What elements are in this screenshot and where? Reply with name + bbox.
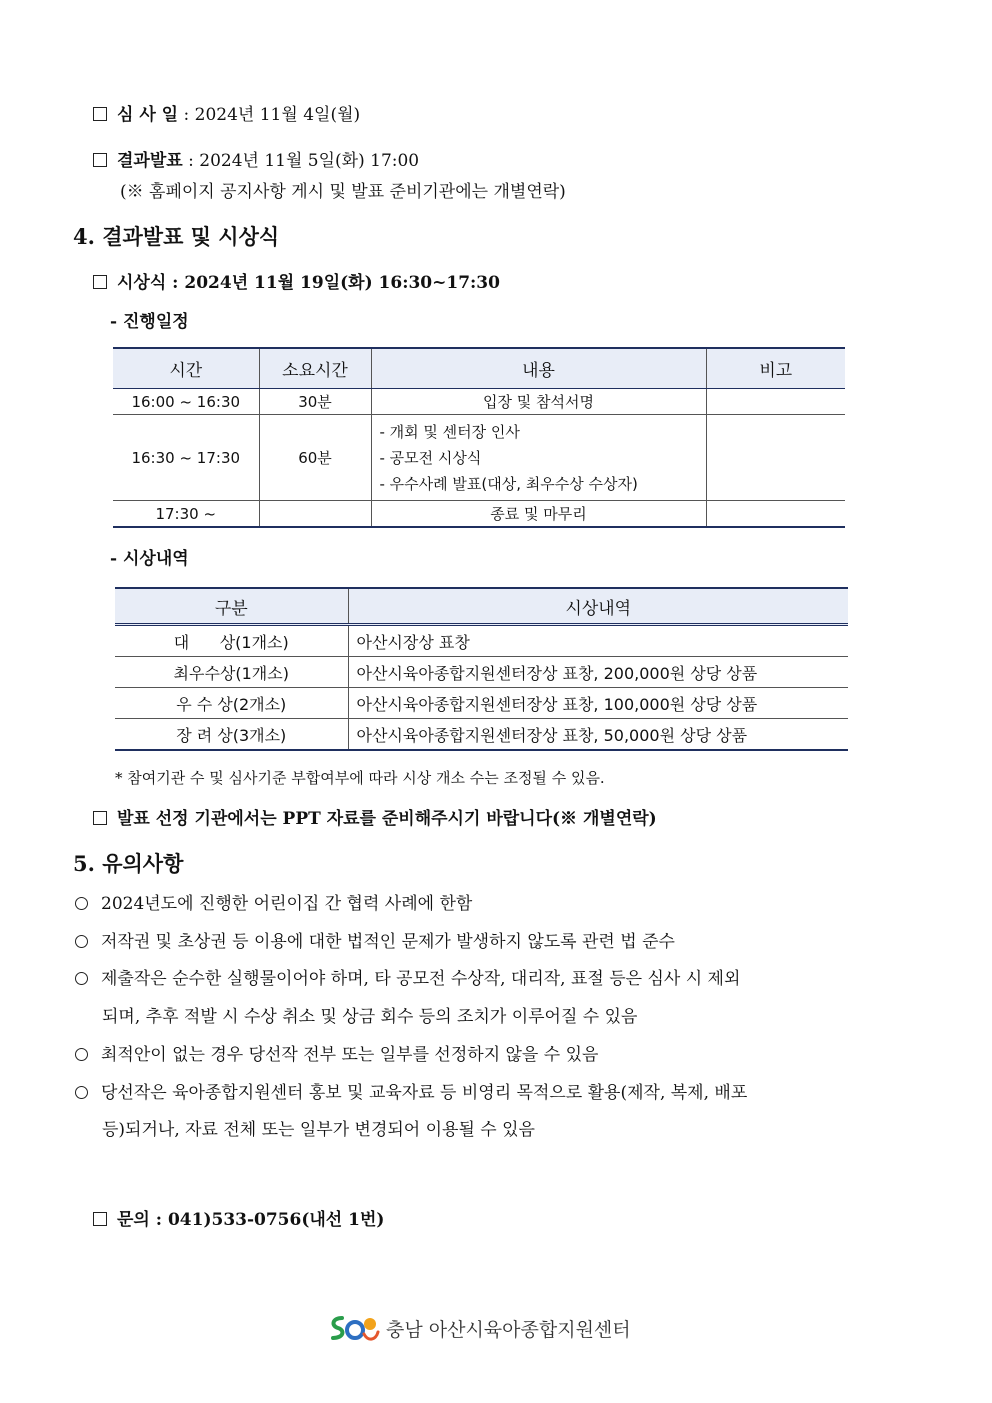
header-category: 구분 xyxy=(115,588,348,625)
table-row xyxy=(115,625,848,657)
circle-bullet-icon xyxy=(75,897,88,910)
review-date-line xyxy=(93,100,360,125)
cell-content: 종료 및 마무리 xyxy=(371,501,706,528)
header-content: 내용 xyxy=(371,348,706,389)
checkbox-square-icon xyxy=(93,107,107,121)
awards-subtitle: - 시상내역 xyxy=(110,549,189,569)
header-detail: 시상내역 xyxy=(348,588,848,625)
footer-org xyxy=(328,1310,631,1346)
result-date-line xyxy=(93,146,419,171)
cell-time: 16:30 ~ 17:30 xyxy=(113,415,259,501)
list-item: - 개회 및 센터장 인사 xyxy=(379,422,520,441)
contact-line xyxy=(93,1205,384,1230)
cell-note xyxy=(706,501,845,528)
table-row xyxy=(115,657,848,688)
cell-category: 대 상(1개소) xyxy=(115,625,348,657)
list-item: - 우수사례 발표(대상, 최우수상 수상자) xyxy=(379,474,638,493)
awards-table xyxy=(115,587,848,751)
cell-note xyxy=(706,389,845,415)
circle-bullet-icon xyxy=(75,1048,88,1061)
notice-text: 제출작은 순수한 실행물이어야 하며, 타 공모전 수상작, 대리작, 표절 등은 심사 시 제외 xyxy=(101,969,741,989)
cell-note xyxy=(706,415,845,501)
cell-content-list xyxy=(371,415,706,501)
notice-item xyxy=(75,1078,747,1103)
notice-item xyxy=(75,927,675,952)
contact-text: 문의 : 041)533-0756(내선 1번) xyxy=(117,1210,385,1230)
checkbox-square-icon xyxy=(93,153,107,167)
center-logo-icon xyxy=(328,1312,380,1344)
checkbox-square-icon xyxy=(93,275,107,289)
cell-duration xyxy=(259,501,371,528)
cell-category: 우 수 상(2개소) xyxy=(115,688,348,719)
result-date-value: 2024년 11월 5일(화) 17:00 xyxy=(199,151,420,171)
circle-bullet-icon xyxy=(75,935,88,948)
notice-text: 최적안이 없는 경우 당선작 전부 또는 일부를 선정하지 않을 수 있음 xyxy=(101,1045,599,1065)
progress-schedule-table xyxy=(113,347,845,528)
header-duration: 소요시간 xyxy=(259,348,371,389)
review-date-label: 심 사 일 xyxy=(117,105,179,125)
table-row xyxy=(115,688,848,719)
footer-org-name: 충남 아산시육아종합지원센터 xyxy=(386,1318,631,1341)
cell-duration: 30분 xyxy=(259,389,371,415)
notice-text: 저작권 및 초상권 등 이용에 대한 법적인 문제가 발생하지 않도록 관련 법 준수 xyxy=(101,932,675,952)
notice-text-continued: 되며, 추후 적발 시 수상 취소 및 상금 회수 등의 조치가 이루어질 수 있음 xyxy=(102,1007,638,1027)
review-date-sep: : xyxy=(178,105,195,125)
table-row xyxy=(113,501,845,528)
ceremony-line xyxy=(93,268,500,293)
section-5-title: 5. 유의사항 xyxy=(73,851,184,876)
notice-item xyxy=(75,1040,598,1065)
cell-detail: 아산시육아종합지원센터장상 표창, 200,000원 상당 상품 xyxy=(348,657,848,688)
header-time: 시간 xyxy=(113,348,259,389)
table-row xyxy=(115,719,848,751)
checkbox-square-icon xyxy=(93,811,107,825)
cell-category: 장 려 상(3개소) xyxy=(115,719,348,751)
ppt-notice-line xyxy=(93,804,657,829)
notice-text: 2024년도에 진행한 어린이집 간 협력 사례에 한함 xyxy=(101,894,473,914)
table-row xyxy=(113,415,845,501)
table-header-row xyxy=(115,588,848,625)
section-4-title: 4. 결과발표 및 시상식 xyxy=(73,224,280,249)
progress-subtitle: - 진행일정 xyxy=(110,312,189,332)
review-date-value: 2024년 11월 4일(월) xyxy=(194,105,361,125)
notice-item xyxy=(75,889,472,914)
result-date-label: 결과발표 xyxy=(117,151,183,171)
table-row xyxy=(113,389,845,415)
cell-detail: 아산시장상 표창 xyxy=(348,625,848,657)
result-note: (※ 홈페이지 공지사항 게시 및 발표 준비기관에는 개별연락) xyxy=(120,182,566,202)
notice-item xyxy=(75,964,740,989)
header-note: 비고 xyxy=(706,348,845,389)
notice-text: 당선작은 육아종합지원센터 홍보 및 교육자료 등 비영리 목적으로 활용(제작, 복제, 배포 xyxy=(101,1083,748,1103)
cell-duration: 60분 xyxy=(259,415,371,501)
checkbox-square-icon xyxy=(93,1212,107,1226)
table-header-row xyxy=(113,348,845,389)
cell-content: 입장 및 참석서명 xyxy=(371,389,706,415)
ceremony-text: 시상식 : 2024년 11월 19일(화) 16:30~17:30 xyxy=(117,273,500,293)
cell-detail: 아산시육아종합지원센터장상 표창, 100,000원 상당 상품 xyxy=(348,688,848,719)
cell-time: 17:30 ~ xyxy=(113,501,259,528)
cell-detail: 아산시육아종합지원센터장상 표창, 50,000원 상당 상품 xyxy=(348,719,848,751)
result-date-sep: : xyxy=(182,151,200,171)
circle-bullet-icon xyxy=(75,1086,88,1099)
notice-text-continued: 등)되거나, 자료 전체 또는 일부가 변경되어 이용될 수 있음 xyxy=(102,1120,535,1140)
ppt-notice-text: 발표 선정 기관에서는 PPT 자료를 준비해주시기 바랍니다(※ 개별연락) xyxy=(117,809,657,829)
list-item: - 공모전 시상식 xyxy=(379,448,482,467)
cell-time: 16:00 ~ 16:30 xyxy=(113,389,259,415)
awards-note: * 참여기관 수 및 심사기준 부합여부에 따라 시상 개소 수는 조정될 수 있음. xyxy=(115,769,605,787)
circle-bullet-icon xyxy=(75,972,88,985)
cell-category: 최우수상(1개소) xyxy=(115,657,348,688)
